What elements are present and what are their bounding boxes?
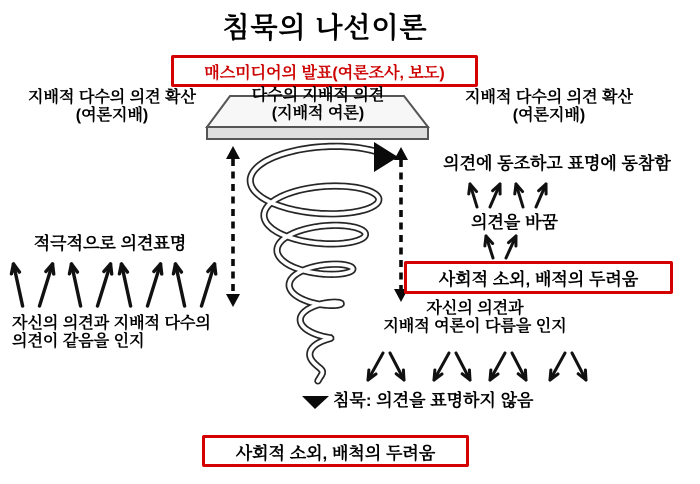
down-arrow-icon [512,353,526,380]
up-arrow-icon [69,264,80,306]
down-arrow-icon [368,353,383,380]
change-opinion-label: 의견을 바꿈 [471,213,558,232]
up-arrow-icon [148,264,162,306]
silence-label: 침묵: 의견을 표명하지 않음 [333,391,534,410]
up-arrow-icon [40,264,54,306]
up-arrow-icon [11,264,22,306]
fear-isolation-bottom-box [202,435,469,467]
fear-isolation-right-label: 사회적 소외, 배적의 두려움 [438,270,639,289]
up-arrow-icon [469,184,477,207]
up-arrow-icon [506,236,516,258]
down-arrow-icon [434,353,449,380]
join-expression-label: 의견에 동조하고 표명에 동참함 [443,154,671,173]
media-announcement-label: 매스미디어의 발표(여론조사, 보도) [204,64,445,82]
fear-isolation-bottom-label: 사회적 소외, 배척의 두려움 [235,443,436,463]
up-arrow-icon [202,264,216,306]
page-title: 침묵의 나선이론 [222,12,428,43]
up-arrow-icon [515,184,523,207]
active-expression-label: 적극적으로 의견표명 [33,234,187,253]
down-arrow-icon [550,353,565,380]
up-arrow-icon [536,184,546,207]
dominant-opinion-center-label: 다수의 지배적 의견 (지배적 여론) [251,87,385,123]
up-arrow-icon [173,264,184,306]
perceive-difference-label: 자신의 의견과 지배적 여론이 다름을 인지 [383,300,567,336]
dashed-double-arrow-icon [226,146,240,307]
spiral-end-arrowhead-icon [374,142,398,172]
down-arrow-icon [390,353,404,380]
spiral-outline [250,146,387,381]
down-arrow-icon [456,353,470,380]
fear-isolation-right-box [404,261,673,294]
opinion-spread-left-label: 지배적 다수의 의견 확산 (여론지배) [28,89,196,125]
down-arrow-icon [490,353,505,380]
up-arrow-icon [98,264,112,306]
opinion-spread-right-label: 지배적 다수의 의견 확산 (여론지배) [465,89,633,125]
down-arrow-icon [572,353,586,380]
up-arrow-icon [485,236,493,258]
media-announcement-box [171,55,478,87]
up-arrow-icon [119,264,130,306]
platform-rim [207,127,428,139]
up-arrow-icon [490,184,500,207]
silence-triangle-icon [302,396,329,409]
perceive-agreement-label: 자신의 의견과 지배적 다수의 의견이 같음을 인지 [12,315,211,351]
